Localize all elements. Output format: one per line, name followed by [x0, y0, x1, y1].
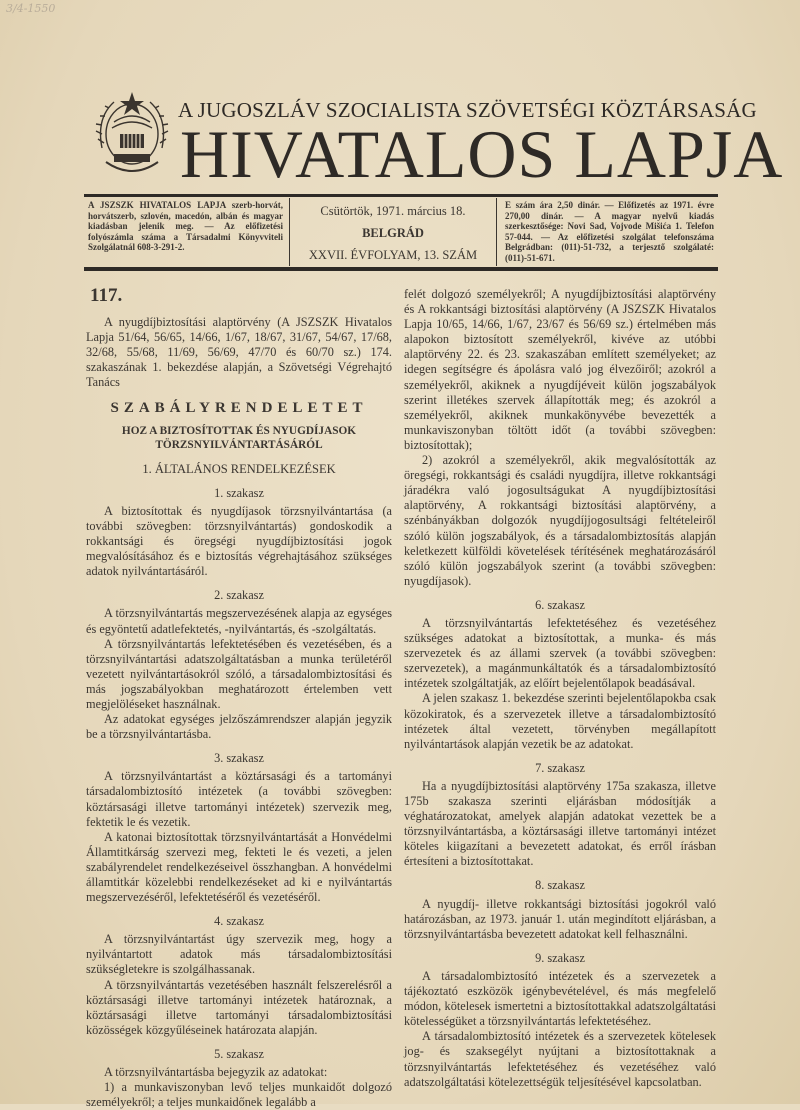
section-heading: 5. szakasz — [214, 1046, 264, 1061]
subscription-info: E szám ára 2,50 dinár. — Előfizetés az 1971. évre 270,00 dinár. — A magyar nyelvű kiadás szerkesztősége: Novi Sad, Vojvode Mišića 1. Telefon 57-044. — Az előfizetési szolgálat telefonszáma Belgrádban: (011)-51-732, a terjesztő szolgálaté: (011)-51-671. — [505, 200, 714, 263]
paragraph: A katonai biztosítottak törzsnyilvántartását a Honvédelmi Államtitkárság szervezi meg, fekteti le és vezeti, a jelen szabályrendelet rendelkezéseivel összhangban. A honvédelmi államtitkár közelebbi rendelkezéseket ad ki e nyilvántartás megszervezéséről, lefektetéséről és vezetéséről. — [86, 829, 392, 905]
paragraph: A társadalombiztosító intézetek és a szervezetek kötelesek jog- és szaksegélyt nyújtani a biztosítottaknak a törzsnyilvántartás lefektetéséhez és vezetéséhez való adatszolgáltatási kötelezettségük teljesítésével kapcsolatban. — [404, 1029, 716, 1089]
right-column — [404, 287, 716, 1090]
paragraph: A társadalombiztosító intézetek és a szervezetek a tájékoztató eszközök igénybevételével, és más megfelelő módon, kötelesek ismertetni a biztosítottakkal adatszolgáltatási kötelességüket a törzsnyilvántartás lefektetéséhez. — [404, 968, 716, 1029]
issue-city: BELGRÁD — [362, 226, 424, 240]
section-heading: 7. szakasz — [535, 760, 585, 775]
masthead-info-box — [84, 198, 718, 266]
section-heading: 2. szakasz — [214, 588, 264, 603]
paragraph: A törzsnyilvántartás megszervezésének alapja az egységes és egyöntetű adatlefektetés, -nyilvántartás, és -szolgáltatás. — [86, 606, 392, 636]
paragraph: A törzsnyilvántartás lefektetéséhez és vezetéséhez szükséges adatokat a biztosítottak, a munka- és más szervezetek és az állami szervek (a további szövegben: szervezetek), a magánmunkáltatók és a társadalombiztosító intézetek szolgáltatják, az előírt bejelentőlapok beadásával. — [404, 615, 716, 691]
paragraph-continued: felét dolgozó személyekről; A nyugdíjbiztosítási alaptörvény és A rokkantsági biztosítási alaptörvény (A JSZSZK Hivatalos Lapja 10/65, 14/66, 1/67, 23/67 és 56/69 sz.) értelmében más alapokon biztosított személyekről, kivéve az utóbbi alaptörvény 22. és 23. szakaszában említett személyeket; az idegen segítségre és ápolásra való jog élvezőiről; azokról a személyekről, akiknek a nyugdíjéveit külön jogszabályok szerint illetékes szervek állapították meg; és azokról a személyekről, akiknek munkakönyvébe bevezették a munkaviszonyban töltött időt (a további szövegben: biztosítottak); — [404, 287, 716, 452]
left-column — [86, 285, 392, 1110]
paragraph: A jelen szakasz 1. bekezdése szerinti bejelentőlapokba csak közokiratok, és a szervezetek illetve a társadalombiztosító intézetek által vezetett, törvényben megállapított nyilvántartások alapján vezetik be az adatokat. — [404, 691, 716, 751]
paragraph: 1) a munkaviszonyban levő teljes munkaidőt dolgozó személyekről; a teljes munkaidőnek legalább a — [86, 1080, 392, 1110]
paragraph: Az adatokat egységes jelzőszámrendszer alapján jegyzik be a törzsnyilvántartásba. — [86, 712, 392, 742]
republic-name: A JUGOSZLÁV SZOCIALISTA SZÖVETSÉGI KÖZTÁRSASÁG — [178, 98, 757, 122]
section-heading: 6. szakasz — [535, 597, 585, 612]
decree-number: 117. — [90, 285, 123, 306]
paragraph: A biztosítottak és nyugdíjasok törzsnyilvántartása (a további szövegben: törzsnyilvántartás) gondoskodik a rokkantsági és öregségi nyugdíjbiztosítási jogok megvalósításához és e biztosítás végrehajtásához szükséges adatok nyilvántartásáról. — [86, 503, 392, 579]
header-rule — [84, 194, 718, 197]
gazette-title: HIVATALOS LAPJA — [180, 116, 784, 192]
paragraph: 2) azokról a személyekről, akik megvalósították az öregségi, rokkantsági és családi nyugdíjra, illetve rokkantsági járadékra való jogosultságukat A nyugdíjbiztosítási alaptörvény, A rokkantsági biztosítási alaptörvény, a szénbányákban dolgozók nyugdíjjogosultsági feltételeiről szóló külön jogszabályok, és a társadalombiztosítás alapján keletkezett külföldi követelések térítésének meghatározásáról szóló külön jogszabályok szerint (a további szövegben: nyugdíjasok). — [404, 453, 716, 588]
paragraph: A törzsnyilvántartást a köztársasági és a tartományi társadalombiztosító intézetek (a további szövegben: köztársasági illetve tartományi intézetek) szervezik meg, fektetik le és vezetik. — [86, 769, 392, 829]
publication-info: A JSZSZK HIVATALOS LAPJA szerb-horvát, horvátszerb, szlovén, macedón, albán és magyar kiadásban jelenik meg. — Az előfizetési folyószámla száma a Társadalmi Könyvviteli Szolgálatnál 608-3-291-2. — [88, 200, 283, 253]
state-emblem-icon — [92, 88, 172, 180]
issue-number: XXVII. ÉVFOLYAM, 13. SZÁM — [308, 248, 478, 262]
handwritten-note: 3/4-1550 — [6, 2, 56, 15]
section-heading: 3. szakasz — [214, 751, 264, 766]
section-heading: 8. szakasz — [535, 878, 585, 893]
issue-info — [289, 198, 497, 266]
chapter-heading: 1. ÁLTALÁNOS RENDELKEZÉSEK — [142, 461, 336, 476]
paragraph: A törzsnyilvántartás lefektetésében és vezetésében, és a törzsnyilvántartási adatszolgáltatásban a munka területéről vezetett nyilvántartásokról szóló, a társadalombiztosítási és más jogszabályokban meghatározott értelemben vett megjelöléseket használnak. — [86, 636, 392, 711]
issue-date: Csütörtök, 1971. március 18. — [320, 204, 466, 218]
paragraph: A törzsnyilvántartásba bejegyzik az adatokat: — [104, 1065, 328, 1080]
decree-title: SZABÁLYRENDELETET — [110, 399, 368, 416]
section-heading: 9. szakasz — [535, 950, 585, 965]
section-heading: 1. szakasz — [214, 485, 264, 500]
paragraph: Ha a nyugdíjbiztosítási alaptörvény 175a szakasza, illetve 175b szakasza szerinti eljárásban módosítják a véghatározatokat, amelyek alapján adatokat vezettek be a törzsnyilvántartásba, a köztársasági illetve tartományi intézet köteles kiigazítani a bevezetett adatokat, és erről írásban értesíteni a biztosítottakat. — [404, 778, 716, 869]
section-heading: 4. szakasz — [214, 914, 264, 929]
paragraph: A törzsnyilvántartást úgy szervezik meg, hogy a nyilvántartott adatok más társadalombiztosítási szükségletekre is szolgálhassanak. — [86, 932, 392, 977]
masthead-bottom-rule — [84, 267, 718, 271]
paragraph: A nyugdíjbiztosítási alaptörvény (A JSZSZK Hivatalos Lapja 51/64, 56/65, 14/66, 1/67, 18/67, 31/67, 54/67, 17/68, 32/68, 55/68, 11/69, 56/69, 47/70 és 60/70 sz.) 174. szakaszának 1. bekezdése alapján, a Szövetségi Végrehajtó Tanács — [86, 315, 392, 390]
paragraph: A törzsnyilvántartás vezetésében használt felszerelésről a köztársasági illetve tartományi intézetek határoznak, a köztársasági illetve tartományi társadalombiztosítási közösségek közgyűléseinek határozata alapján. — [86, 977, 392, 1037]
paragraph: A nyugdíj- illetve rokkantsági biztosítási jogokról való határozásban, az 1973. január 1. után megindított eljárásban, a törzsnyilvántartásba bevezetett adatokat kell felhasználni. — [404, 896, 716, 941]
decree-subtitle: HOZ A BIZTOSÍTOTTAK ÉS NYUGDÍJASOK TÖRZSNYILVÁNTARTÁSÁRÓL — [121, 424, 357, 451]
